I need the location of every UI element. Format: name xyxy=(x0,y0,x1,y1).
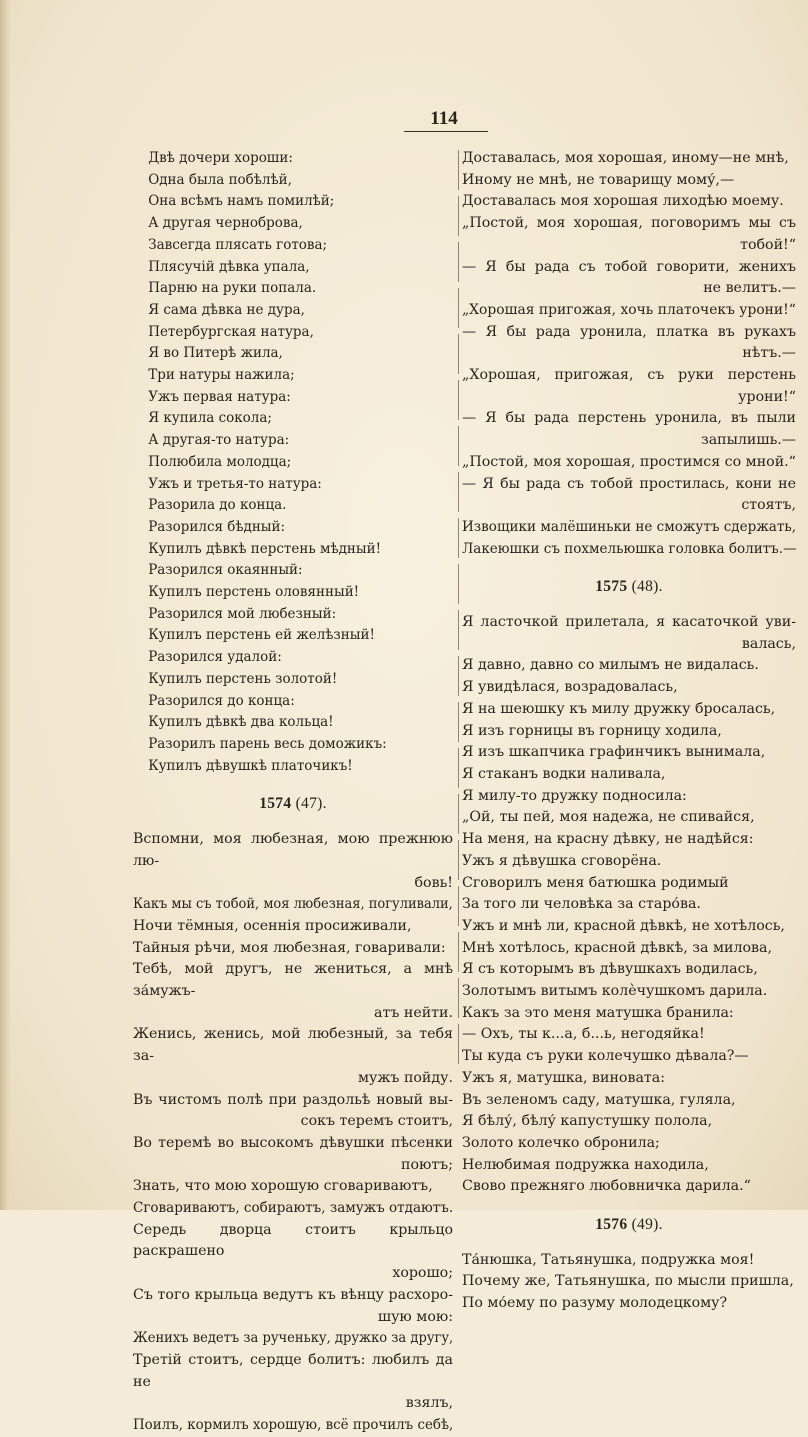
poem-variant-number: (48). xyxy=(627,578,663,596)
verse-line: Тайныя рѣчи, моя любезная, говаривали: xyxy=(133,939,446,956)
page-number: 114 xyxy=(430,108,458,129)
poem-variant-number: (47). xyxy=(291,795,327,813)
verse-line: Сговорилъ меня батюшка родимый xyxy=(462,874,729,891)
verse-line: Мнѣ хотѣлось, красной дѣвкѣ, за милова, xyxy=(462,939,772,956)
verse-line: Свово прежняго любовничка дарила.“ xyxy=(462,1178,751,1195)
verse-line: Завсегда плясать готова; xyxy=(148,236,328,253)
verse-line: Одна была побѣлѣй, xyxy=(148,171,292,188)
verse-line: Разорился окаянный: xyxy=(148,562,303,579)
verse-line: — Я бы рада съ тобой простилась, кони не xyxy=(462,475,796,492)
verse-line: Я на шеюшку къ милу дружку бросалась, xyxy=(462,700,776,717)
verse-line: Я стаканъ водки наливала, xyxy=(462,765,666,782)
verse-line: Тебѣ, мой другъ, не жениться, а мнѣ за́мужъ- xyxy=(133,961,453,1000)
verse-line: На меня, на красну дѣвку, не надѣйся: xyxy=(462,831,754,848)
verse-line-continuation: взялъ, xyxy=(405,1395,453,1412)
verse-line: Вспомни, моя любезная, мою прежнюю лю- xyxy=(133,831,453,869)
column-divider xyxy=(458,150,459,1065)
verse-line: Ужъ и третья-то натура: xyxy=(148,475,322,492)
verse-line: „Хорошая пригожая, хочь платочекъ урони!“ xyxy=(462,301,796,318)
verse-line: Я купила сокола; xyxy=(148,410,272,427)
verse-line: Золотымъ витымъ колѐчушкомъ дарила. xyxy=(462,983,768,1000)
verse-line-continuation: урони!“ xyxy=(738,388,796,405)
verse-line-continuation: поютъ; xyxy=(400,1156,453,1173)
verse-line: Съ того крыльца ведутъ къ вѣнцу расхоро- xyxy=(133,1286,453,1303)
verse-line: Плясучій дѣвка упала, xyxy=(148,258,310,275)
verse-line: Ты куда съ руки колечушко дѣвала?— xyxy=(462,1048,749,1065)
verse-line: Парню на руки попала. xyxy=(148,280,317,297)
verse-line: Разорилъ парень весь доможикъ: xyxy=(148,735,387,752)
verse-line: „Хорошая, пригожая, съ руки перстень xyxy=(462,367,796,384)
verse-line: Двѣ дочери хороши: xyxy=(148,150,293,166)
verse-line: Разорился удалой: xyxy=(148,649,282,666)
verse-line-continuation: сокъ теремъ стоитъ, xyxy=(300,1113,453,1130)
verse-line: — Я бы рада перстень уронила, въ пыли xyxy=(462,410,796,427)
verse-line: Разорился мой любезный: xyxy=(148,605,337,622)
verse-line: Иному не мнѣ, не товарищу мому́,— xyxy=(462,171,735,188)
verse-line-continuation: нѣтъ.— xyxy=(742,345,796,362)
verse-line: А другая-то натура: xyxy=(148,432,290,449)
verse-line: Я увидѣлася, возрадовалась, xyxy=(462,679,678,696)
verse-line: Третій стоитъ, сердце болитъ: любилъ да не xyxy=(133,1351,453,1390)
verse-line: Нелюбимая подружка находила, xyxy=(462,1156,709,1173)
page-gutter-shadow xyxy=(0,0,10,1210)
poem-heading xyxy=(462,1214,796,1236)
verse-line: Доставалась моя хорошая лиходѣю моему. xyxy=(462,193,784,210)
verse-line: А другая черноброва, xyxy=(148,215,303,232)
verse-line: Я сама дѣвка не дура, xyxy=(148,301,305,318)
verse-line: Купилъ перстень ей желѣзный! xyxy=(148,627,375,644)
verse-line: Я бѣлу́, бѣлу́ капустушку полола, xyxy=(462,1113,713,1130)
verse-line: Золото колечко обронила; xyxy=(462,1134,660,1151)
verse-line-continuation: бовь! xyxy=(414,874,453,891)
verse-line: Купилъ дѣвкѣ перстень мѣдный! xyxy=(148,540,381,557)
verse-line: Женись, женись, мой любезный, за тебя за- xyxy=(133,1026,453,1065)
verse-line: Лакеюшки съ похмельюшка головка болитъ.— xyxy=(462,540,797,557)
verse-line: Купилъ дѣвушкѣ платочикъ! xyxy=(148,757,353,774)
verse-line: Извощики малёшиньки не сможутъ сдержать, xyxy=(462,518,797,535)
verse-line: „Постой, моя хорошая, простимся со мной.“ xyxy=(462,453,796,470)
verse-line-continuation: атъ нейти. xyxy=(374,1004,453,1021)
verse-line: Я давно, давно со милымъ не видалась. xyxy=(462,657,759,674)
verse-line: Разорился до конца: xyxy=(148,692,295,709)
verse-line: Какъ за это меня матушка бранила: xyxy=(462,1004,734,1021)
poem-number: 1576 xyxy=(595,1216,628,1234)
poem-variant-number: (49). xyxy=(627,1216,663,1234)
verse-line: — Я бы рада съ тобой говорити, женихъ xyxy=(462,258,796,275)
verse-line: Въ чистомъ полѣ при раздольѣ новый вы- xyxy=(133,1091,453,1108)
verse-line: Въ зеленомъ саду, матушка, гуляла, xyxy=(462,1091,736,1108)
verse-line: Ужъ и мнѣ ли, красной дѣвкѣ, не хотѣлось, xyxy=(462,917,785,934)
verse-line: Я ласточкой прилетала, я касаточкой уви- xyxy=(462,614,796,631)
verse-line: Я изъ шкапчика графинчикъ вынимала, xyxy=(462,744,766,761)
verse-line: Знать, что мою хорошую сговариваютъ, xyxy=(133,1178,433,1195)
verse-line: Какъ мы съ тобой, моя любезная, погуливали, xyxy=(133,896,453,913)
verse-line-continuation: не велитъ.— xyxy=(703,280,796,297)
verse-line: Полюбила молодца; xyxy=(148,453,292,470)
verse-line: Разорила до конца. xyxy=(148,497,287,514)
verse-line: „Постой, моя хорошая, поговоримъ мы съ xyxy=(462,215,796,232)
verse-line: Три натуры нажила; xyxy=(148,367,295,384)
verse-line: — Охъ, ты к...а, б...ь, негодяйка! xyxy=(462,1026,705,1043)
poem-heading xyxy=(462,576,796,598)
verse-line-continuation: хорошо; xyxy=(392,1265,453,1282)
verse-line: Петербургская натура, xyxy=(148,323,314,340)
verse-line: Доставалась, моя хорошая, иному—не мнѣ, xyxy=(462,150,789,166)
verse-line: Я изъ горницы въ горницу ходила, xyxy=(462,722,722,739)
verse-line: За того ли человѣка за старо́ва. xyxy=(462,896,701,913)
verse-line-continuation: стоятъ, xyxy=(741,497,796,514)
verse-line-continuation: запылишь.— xyxy=(700,432,796,449)
verse-line: „Ой, ты пей, моя надежа, не спивайся, xyxy=(462,809,755,826)
verse-line: — Я бы рада уронила, платка въ рукахъ xyxy=(462,323,796,340)
verse-line: Купилъ дѣвкѣ два кольца! xyxy=(148,714,334,731)
verse-line-continuation: валась, xyxy=(741,635,796,652)
verse-line: Женихъ ведетъ за рученьку, дружко за другу, xyxy=(133,1330,454,1347)
verse-line: Поилъ, кормилъ хорошую, всё прочилъ себѣ, xyxy=(133,1417,454,1434)
verse-line: Купилъ перстень золотой! xyxy=(148,670,338,687)
verse-line: Она всѣмъ намъ помилѣй; xyxy=(148,193,335,210)
verse-line: Та́нюшка, Татьянушка, подружка моя! xyxy=(462,1251,755,1268)
page-number-rule xyxy=(404,131,488,132)
verse-line: Я милу-то дружку подносила: xyxy=(462,787,687,804)
verse-line: Середь дворца стоитъ крыльцо раскрашено xyxy=(133,1221,453,1260)
left-column xyxy=(133,148,453,1437)
verse-line: Ужъ я дѣвушка сговорёна. xyxy=(462,852,662,869)
verse-line-continuation: тобой!“ xyxy=(740,236,796,253)
verse-line: Ночи тёмныя, осеннія просиживали, xyxy=(133,917,412,934)
verse-line: Купилъ перстень оловянный! xyxy=(148,584,360,601)
verse-line: Разорился бѣдный: xyxy=(148,518,286,535)
verse-line: Почему же, Татьянушка, по мысли пришла, xyxy=(462,1273,794,1290)
right-column xyxy=(462,148,796,1315)
verse-line: Ужъ я, матушка, виновата: xyxy=(462,1069,666,1086)
verse-line-continuation: мужъ пойду. xyxy=(357,1069,453,1086)
poem-number: 1574 xyxy=(259,795,292,813)
verse-line: Сговариваютъ, собираютъ, замужъ отдаютъ. xyxy=(133,1200,454,1217)
verse-line: По мо́ему по разуму молодецкому? xyxy=(462,1295,728,1312)
verse-line: Ужъ первая натура: xyxy=(148,388,291,405)
poem-number: 1575 xyxy=(595,578,628,596)
poem-heading xyxy=(133,793,453,815)
verse-line: Во теремѣ во высокомъ дѣвушки пѣсенки xyxy=(133,1134,453,1151)
verse-line-continuation: шую мою: xyxy=(377,1308,453,1325)
verse-line: Я съ которымъ въ дѣвушкахъ водилась, xyxy=(462,961,758,978)
verse-line: Я во Питерѣ жила, xyxy=(148,345,283,362)
